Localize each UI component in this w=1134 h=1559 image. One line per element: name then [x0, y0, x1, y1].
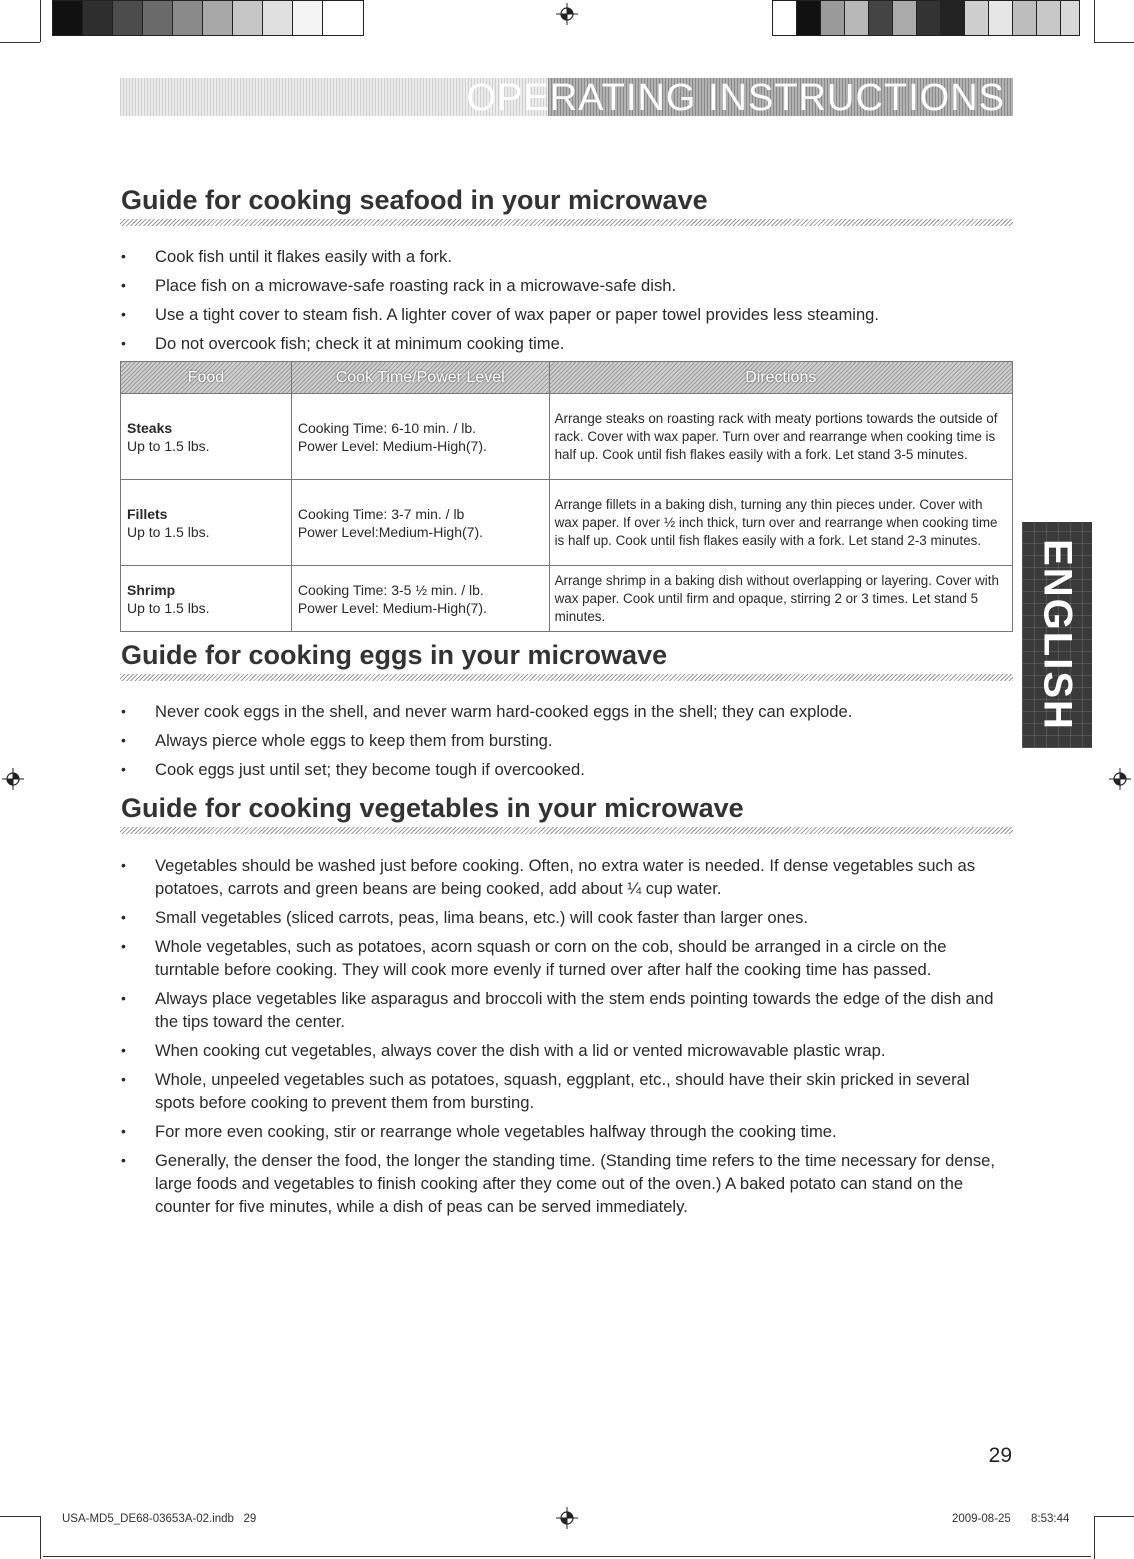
registration-mark-icon	[2, 768, 24, 790]
food-amount: Up to 1.5 lbs.	[127, 523, 210, 540]
color-bar-right	[772, 0, 1080, 36]
page-number: 29	[988, 1444, 1012, 1467]
registration-mark-icon	[556, 1507, 578, 1529]
page-header-title: OPERATING INSTRUCTIONS	[466, 78, 1005, 116]
crop-mark	[0, 1516, 40, 1517]
list-item: • Whole vegetables, such as potatoes, acorn squash or corn on the cob, should be arranged in a circle on the turntable before cooking. They will cook more evenly if turned over after half the cooking time has passed.	[121, 935, 1001, 981]
food-cell	[121, 566, 292, 632]
list-item: • Place fish on a microwave-safe roasting rack in a microwave-safe dish.	[121, 274, 1001, 297]
header-band	[120, 78, 1013, 116]
list-item: • Generally, the denser the food, the longer the standing time. (Standing time refers to the time necessary for dense, large foods and vegetables to finish cooking after they come out of the oven.) A baked potato can stand on the counter for five minutes, while a dish of peas can be served immediately.	[121, 1149, 1001, 1218]
list-item: • When cooking cut vegetables, always cover the dish with a lid or vented microwavable plastic wrap.	[121, 1039, 1001, 1062]
food-name: Steaks	[127, 419, 173, 436]
eggs-section-title: Guide for cooking eggs in your microwave	[121, 640, 668, 670]
crop-mark	[1094, 1516, 1134, 1517]
food-cell	[121, 394, 292, 480]
food-amount: Up to 1.5 lbs.	[127, 437, 210, 454]
list-item: • Always pierce whole eggs to keep them from bursting.	[121, 729, 1001, 752]
list-item: • Do not overcook fish; check it at minimum cooking time.	[121, 332, 1001, 355]
power-level: Power Level:Medium-High(7).	[297, 523, 484, 540]
registration-mark-icon	[556, 3, 578, 25]
footer-time: 8:53:44	[1031, 1513, 1070, 1525]
directions-cell: Arrange steaks on roasting rack with meaty portions towards the outside of rack. Cover with wax paper. Turn over and rearrange when cooking time is half up. Cook until fish flakes easily with a fork. Let stand 3-5 minutes.	[549, 394, 1012, 480]
vegetables-bullet-list	[121, 854, 1001, 1218]
directions-cell: Arrange shrimp in a baking dish without overlapping or layering. Cover with wax paper. Cook until firm and opaque, stirring 2 or 3 times. Let stand 5 minutes.	[549, 566, 1012, 632]
crop-mark	[40, 0, 41, 42]
crop-mark	[1094, 0, 1095, 42]
footer-file-name: USA-MD5_DE68-03653A-02.indb 29	[62, 1513, 257, 1525]
list-item: • Never cook eggs in the shell, and never warm hard-cooked eggs in the shell; they can explode.	[121, 700, 1001, 723]
table-row	[121, 394, 1013, 480]
crop-mark	[1094, 42, 1134, 43]
seafood-bullet-list	[121, 245, 1001, 355]
column-header-food: Food	[121, 362, 292, 394]
section-divider	[120, 827, 1013, 834]
crop-mark	[43, 1556, 1091, 1557]
list-item: • Use a tight cover to steam fish. A lighter cover of wax paper or paper towel provides less steaming.	[121, 303, 1001, 326]
registration-mark-icon	[1109, 768, 1131, 790]
power-level: Power Level: Medium-High(7).	[297, 599, 487, 616]
column-header-cook-time: Cook Time/Power Level	[291, 362, 549, 394]
list-item: • For more even cooking, stir or rearrange whole vegetables halfway through the cooking time.	[121, 1120, 1001, 1143]
language-tab-label: ENGLISH	[1035, 539, 1080, 731]
language-tab	[1022, 522, 1092, 748]
cook-time: Cooking Time: 6-10 min. / lb.	[297, 419, 477, 436]
cook-time: Cooking Time: 3-7 min. / lb	[297, 505, 465, 522]
crop-mark	[40, 1516, 41, 1559]
directions-cell: Arrange fillets in a baking dish, turning any thin pieces under. Cover with wax paper. If over ½ inch thick, turn over and rearrange when cooking time is half up. Cook until fish flakes easily with a fork. Let stand 2-3 minutes.	[549, 480, 1012, 566]
cook-time-cell	[291, 566, 549, 632]
cook-time-cell	[291, 480, 549, 566]
seafood-section-title: Guide for cooking seafood in your microwave	[121, 185, 708, 215]
list-item: • Whole, unpeeled vegetables such as potatoes, squash, eggplant, etc., should have their skin pricked in several spots before cooking to prevent them from bursting.	[121, 1068, 1001, 1114]
section-divider	[120, 219, 1013, 226]
cook-time: Cooking Time: 3-5 ½ min. / lb.	[297, 581, 484, 598]
eggs-bullet-list	[121, 700, 1001, 781]
food-name: Shrimp	[127, 581, 176, 598]
vegetables-section-title: Guide for cooking vegetables in your microwave	[121, 793, 744, 823]
list-item: • Cook fish until it flakes easily with a fork.	[121, 245, 1001, 268]
column-header-directions: Directions	[549, 362, 1012, 394]
food-amount: Up to 1.5 lbs.	[127, 599, 210, 616]
table-row	[121, 480, 1013, 566]
table-header-row	[121, 362, 1013, 394]
cook-time-cell	[291, 394, 549, 480]
food-name: Fillets	[127, 505, 168, 522]
seafood-cooking-table	[120, 361, 1013, 632]
list-item: • Always place vegetables like asparagus and broccoli with the stem ends pointing towards the edge of the dish and the tips toward the center.	[121, 987, 1001, 1033]
food-cell	[121, 480, 292, 566]
footer-date: 2009-08-25	[952, 1513, 1011, 1525]
power-level: Power Level: Medium-High(7).	[297, 437, 487, 454]
list-item: • Small vegetables (sliced carrots, peas, lima beans, etc.) will cook faster than larger ones.	[121, 906, 1001, 929]
list-item: • Vegetables should be washed just before cooking. Often, no extra water is needed. If dense vegetables such as potatoes, carrots and green beans are being cooked, add about ¼ cup water.	[121, 854, 1001, 900]
section-divider	[120, 674, 1013, 681]
crop-mark	[1094, 1516, 1095, 1559]
crop-mark	[0, 42, 40, 43]
color-bar-left	[52, 0, 364, 36]
list-item: • Cook eggs just until set; they become tough if overcooked.	[121, 758, 1001, 781]
table-row	[121, 566, 1013, 632]
